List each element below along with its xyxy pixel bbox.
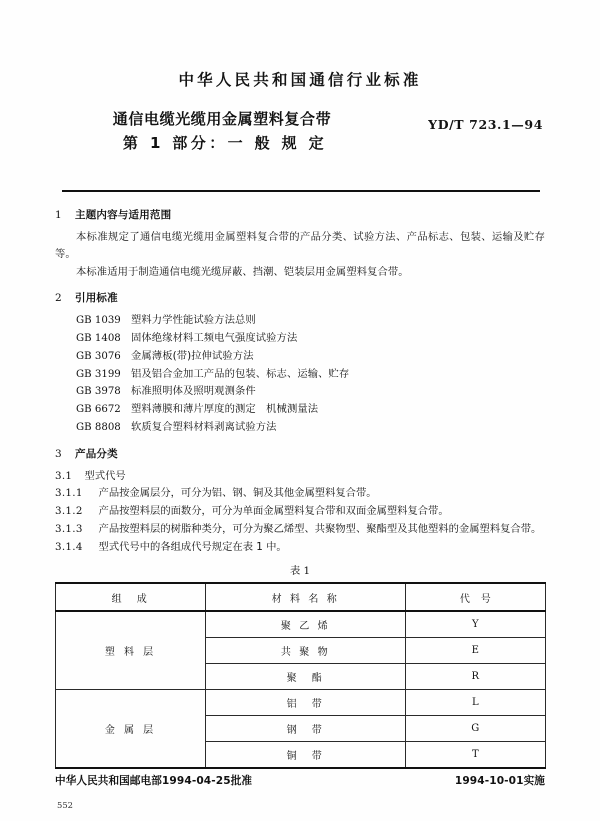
section-2-title: 引用标准: [75, 292, 118, 305]
clause-text: 产品按金属层分，可分为铝、钢、铜及其他金属塑料复合带。: [98, 487, 377, 500]
reference-name: 塑料薄膜和薄片厚度的测定 机械测量法: [131, 403, 319, 416]
section-2-number: 2: [55, 292, 62, 305]
cell-code: T: [406, 742, 546, 769]
reference-code: GB 1039: [76, 315, 121, 327]
clause-text: 产品按塑料层的树脂种类分，可分为聚乙烯型、共聚物型、聚酯型及其他塑料的金属塑料复合带。: [98, 522, 542, 535]
clause-text: 产品按塑料层的面数分，可分为单面金属塑料复合带和双面金属塑料复合带。: [98, 505, 449, 518]
clause-number: 3.1.4: [55, 540, 83, 553]
cell-material: 铝 带: [206, 690, 406, 716]
footer-implementation: 1994-10-01实施: [454, 775, 545, 787]
reference-name: 软质复合塑料材料剥离试验方法: [131, 420, 277, 433]
clause-3-1-4: [55, 539, 545, 556]
clause-text: 型式代号中的各组成代号规定在表 1 中。: [98, 540, 287, 553]
document-body: [55, 207, 545, 769]
list-item: [55, 312, 545, 330]
table-row: [56, 690, 546, 716]
cell-material: 共 聚 物: [206, 638, 406, 664]
footer-approval: 中华人民共和国邮电部1994-04-25批准: [55, 775, 253, 787]
clause-number: 3.1.3: [55, 522, 83, 535]
clause-3-1-1: [55, 485, 545, 502]
clause-3-1-2: [55, 503, 545, 520]
cell-group-plastic: 塑 料 层: [56, 611, 206, 690]
list-item: [55, 419, 545, 437]
clause-text: 型式代号: [84, 469, 126, 482]
cell-material: 钢 带: [206, 716, 406, 742]
reference-code: GB 8808: [76, 421, 121, 433]
reference-code: GB 3199: [76, 368, 121, 380]
reference-code: GB 3076: [76, 350, 121, 362]
cell-material: 铜 带: [206, 742, 406, 769]
section-3-number: 3: [55, 447, 62, 460]
table-header-row: [56, 583, 546, 611]
section-3-title: 产品分类: [75, 447, 118, 460]
cell-code: Y: [406, 611, 546, 638]
section-1-paragraph-1: 本标准规定了通信电缆光缆用金属塑料复合带的产品分类、试验方法、产品标志、包装、运输及贮存等。: [55, 231, 545, 260]
clause-number: 3.1.2: [55, 505, 83, 518]
footer-divider: [55, 767, 545, 769]
section-2-heading: [55, 290, 545, 305]
column-header-code: 代 号: [406, 583, 546, 611]
section-1-number: 1: [55, 209, 62, 221]
column-header-composition: 组 成: [56, 583, 206, 611]
reference-standards-list: [55, 312, 545, 437]
cell-group-metal: 金 属 层: [56, 690, 206, 769]
title-line-2: 第 1 部分：一 般 规 定: [122, 133, 328, 152]
reference-code: GB 1408: [76, 332, 121, 344]
clause-number: 3.1: [55, 469, 73, 482]
reference-name: 标准照明体及照明观测条件: [131, 385, 256, 398]
cell-code: L: [406, 690, 546, 716]
title-line-1: 通信电缆光缆用金属塑料复合带: [112, 110, 332, 128]
list-item: [55, 366, 545, 384]
section-1-heading: [55, 207, 545, 222]
cell-material: 聚 酯: [206, 664, 406, 690]
reference-name: 固体绝缘材料工频电气强度试验方法: [131, 331, 298, 344]
cell-code: E: [406, 638, 546, 664]
list-item: [55, 330, 545, 348]
reference-code: GB 6672: [76, 404, 121, 416]
document-title: [62, 108, 382, 155]
organization-line: 中华人民共和国通信行业标准: [178, 71, 422, 89]
clause-number: 3.1.1: [55, 487, 83, 500]
list-item: [55, 348, 545, 366]
cell-material: 聚 乙 烯: [206, 611, 406, 638]
cell-code: G: [406, 716, 546, 742]
reference-code: GB 3978: [76, 386, 121, 398]
standard-number: YD/T 723.1—94: [428, 117, 543, 132]
reference-name: 金属薄板(带)拉伸试验方法: [131, 349, 254, 362]
clause-3-1-3: [55, 521, 545, 538]
column-header-material-name: 材 料 名 称: [206, 583, 406, 611]
table-caption: 表 1: [289, 565, 311, 578]
header-divider: [62, 190, 540, 192]
reference-name: 铝及铝合金加工产品的包装、标志、运输、贮存: [131, 367, 350, 380]
list-item: [55, 383, 545, 401]
page-number: 552: [57, 800, 73, 810]
section-1-paragraph-2: 本标准适用于制造通信电缆光缆屏蔽、挡潮、铠装层用金属塑料复合带。: [76, 266, 409, 279]
composition-code-table: [55, 582, 546, 769]
list-item: [55, 401, 545, 419]
section-1-title: 主题内容与适用范围: [75, 209, 172, 221]
reference-name: 塑料力学性能试验方法总则: [131, 314, 256, 327]
cell-code: R: [406, 664, 546, 690]
section-3-heading: [55, 446, 545, 461]
table-row: [56, 611, 546, 638]
clause-3-1: [55, 468, 545, 485]
